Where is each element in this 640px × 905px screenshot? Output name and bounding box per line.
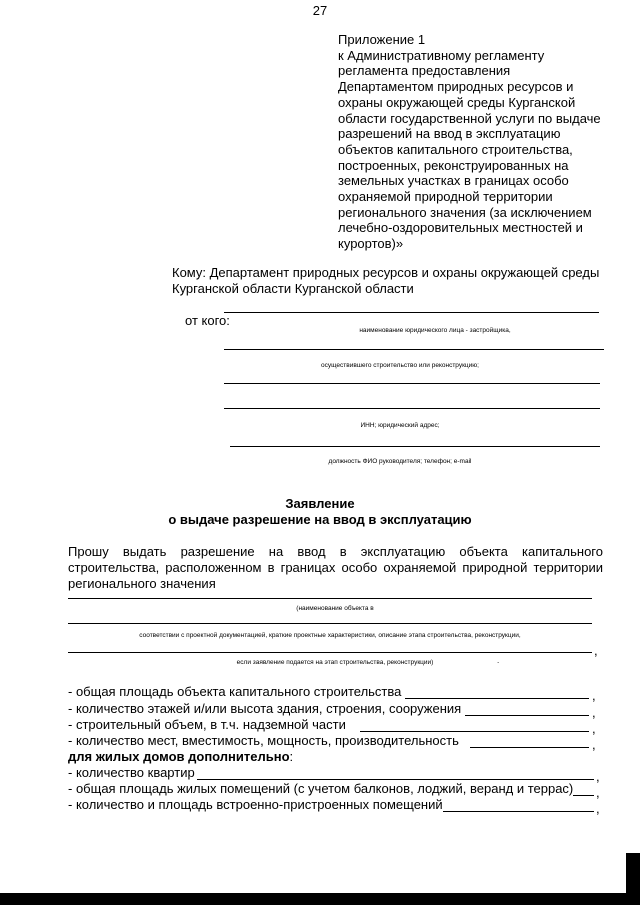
field-total-area-input[interactable]: [405, 698, 589, 699]
field-floors-input[interactable]: [465, 715, 589, 716]
scan-edge-bottom: [0, 893, 640, 905]
appendix-line: регламента предоставления: [338, 63, 511, 79]
document-title: Заявление: [285, 496, 355, 511]
field-apartments-input[interactable]: [197, 779, 594, 780]
document-subtitle: о выдаче разрешение на ввод в эксплуатацию: [168, 512, 472, 527]
field-comma: ,: [592, 721, 596, 736]
residential-heading-colon: :: [289, 749, 294, 764]
sender-caption-inn: ИНН; юридический адрес;: [360, 422, 440, 429]
field-volume-input[interactable]: [360, 731, 589, 732]
appendix-line: лечебно-оздоровительных местностей и: [338, 220, 583, 236]
sender-name-field[interactable]: [224, 312, 599, 313]
page-number: 27: [312, 3, 328, 18]
object-description-field[interactable]: [68, 623, 592, 624]
request-text: Прошу выдать разрешение на ввод в эксплуатацию объекта капитального строительства, расположенном в границах особо охраняемой природной территории регионального значения: [68, 544, 603, 591]
field-total-area-label: - общая площадь объекта капитального строительства: [68, 684, 402, 699]
field-built-in-input[interactable]: [443, 811, 594, 812]
appendix-line: охраняемой природной территории: [338, 189, 553, 205]
appendix-line: охраны окружающей среды Курганской: [338, 94, 576, 110]
object-stage-comma: ,: [594, 643, 598, 658]
appendix-line: построенных, реконструированных на: [338, 157, 569, 173]
appendix-line: земельных участках в границах особо: [338, 173, 569, 189]
sender-inn-field[interactable]: [224, 408, 600, 409]
field-living-area-input[interactable]: [573, 795, 594, 796]
field-volume-label: - строительный объем, в т.ч. надземной части: [68, 717, 346, 732]
sender-extra-field[interactable]: [224, 383, 600, 384]
sender-caption-name: наименование юридического лица - застройщика,: [359, 327, 511, 334]
sender-caption-director: должность ФИО руководителя; телефон; e-mail: [328, 458, 472, 465]
field-apartments-label: - количество квартир: [68, 765, 195, 780]
recipient-text: Кому: Департамент природных ресурсов и охраны окружающей среды Курганской области Курганской области: [172, 265, 600, 296]
appendix-line: к Административному регламенту: [338, 47, 545, 63]
field-comma: ,: [592, 688, 596, 703]
appendix-line: регионального значения (за исключением: [338, 204, 592, 220]
field-comma: ,: [596, 801, 600, 816]
residential-heading-text: для жилых домов дополнительно: [68, 749, 290, 764]
field-capacity-label: - количество мест, вместимость, мощность, производительность: [68, 733, 459, 748]
appendix-line: Департаментом природных ресурсов и: [338, 79, 574, 95]
appendix-line: объектов капитального строительства,: [338, 141, 573, 157]
appendix-block: [338, 32, 608, 252]
field-built-in-label: - количество и площадь встроенно-пристроенных помещений: [68, 797, 443, 812]
field-living-area-label: - общая площадь жилых помещений (с учетом балконов, лоджий, веранд и террас): [68, 781, 574, 796]
field-capacity-input[interactable]: [470, 747, 589, 748]
stray-dot: .: [497, 656, 500, 665]
field-floors-label: - количество этажей и/или высота здания, строения, сооружения: [68, 701, 462, 716]
appendix-line: курортов)»: [338, 236, 404, 252]
appendix-line: разрешений на ввод в эксплуатацию: [338, 126, 561, 142]
sender-label: от кого:: [185, 313, 230, 328]
object-caption-name: (наименование объекта в: [296, 605, 374, 612]
object-name-field[interactable]: [68, 598, 592, 599]
sender-director-field[interactable]: [230, 446, 600, 447]
field-comma: ,: [592, 705, 596, 720]
field-comma: ,: [596, 769, 600, 784]
field-comma: ,: [592, 737, 596, 752]
sender-construction-field[interactable]: [224, 349, 604, 350]
appendix-line: области государственной услуги по выдаче: [338, 110, 601, 126]
object-caption-description: соответствии с проектной документацией, краткие проектные характеристики, описание этапа строительства, реконструкции,: [139, 632, 521, 639]
object-caption-stage: если заявление подается на этап строительства, реконструкции): [236, 659, 434, 666]
appendix-line: Приложение 1: [338, 32, 426, 47]
sender-caption-construction: осуществившего строительство или реконструкцию;: [321, 362, 479, 369]
object-stage-field[interactable]: [68, 652, 592, 653]
residential-heading: [68, 749, 293, 764]
field-comma: ,: [596, 785, 600, 800]
